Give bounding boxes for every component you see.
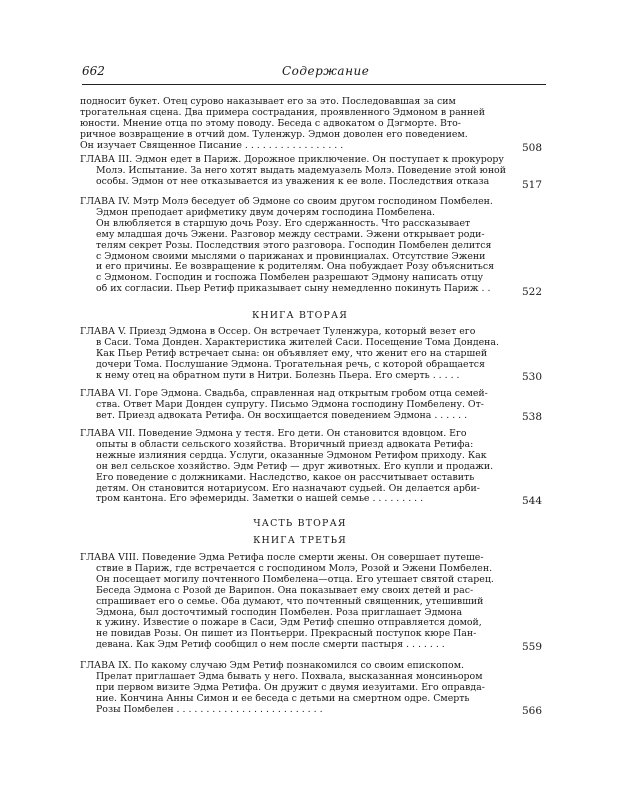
- toc-page-number: 559: [522, 641, 543, 653]
- toc-line: к нему отец на обратном пути в Нитри. Болезнь Пьера. Его смерть . . . . .: [96, 370, 460, 381]
- toc-line: Розы Помбелен . . . . . . . . . . . . . . . . . . . . . . . . .: [96, 704, 323, 715]
- toc-line: нежные излияния сердца. Услуги, оказанные Эдмоном Ретифом приходу. Как: [96, 450, 487, 461]
- toc-line: Беседа Эдмона с Розой де Варипон. Она показывает ему своих детей и рас-: [96, 585, 474, 596]
- toc-line: Он влюбляется в старшую дочь Розу. Его сдержанность. Что рассказывает: [96, 218, 471, 229]
- toc-line: Молэ. Испытание. За него хотят выдать мадемуазель Молэ. Поведение этой юной: [96, 165, 506, 176]
- toc-line: ГЛАВА IV. Мэтр Молэ беседует об Эдмоне со своим другом господином Помбелен.: [80, 197, 493, 207]
- toc-line: вет. Приезд адвоката Ретифа. Он восхищается поведением Эдмона . . . . . .: [96, 410, 468, 421]
- toc-line: ему младшая дочь Эжени. Разговор между сестрами. Эжени открывает роди-: [96, 229, 485, 240]
- toc-line: Как Пьер Ретиф встречает сына: он объявляет ему, что женит его на старшей: [96, 348, 488, 359]
- toc-page-number: 517: [522, 179, 543, 191]
- section-heading-book-two: КНИГА ВТОРАЯ: [251, 310, 349, 321]
- toc-page-number: 530: [522, 371, 543, 383]
- toc-entry-chapter-9: [80, 661, 520, 716]
- toc-page-number: 522: [522, 286, 543, 298]
- toc-line: с Эдмоном. Господин и госпожа Помбелен разрешают Эдмону написать отцу: [96, 273, 483, 284]
- toc-line: подносит букет. Отец сурово наказывает его за это. Последовавшая за сим: [80, 97, 456, 107]
- toc-line: дочери Тома. Послушание Эдмона. Трогательная речь, с которой обращается: [96, 359, 485, 370]
- toc-line: трогательная сцена. Два примера сострадания, проявленного Эдмоном в ранней: [80, 107, 485, 118]
- toc-line: Прелат приглашает Эдма бывать у него. Похвала, высказанная монсиньором: [96, 671, 483, 682]
- page-number: 662: [82, 64, 105, 78]
- toc-line: к ужину. Известие о пожаре в Саси, Эдм Ретиф спешно отправляется домой,: [96, 618, 482, 629]
- toc-line: Он посещает могилу почтенного Помбелена—отца. Его утешает святой старец.: [96, 574, 494, 585]
- toc-entry-chapter-5: [80, 327, 520, 382]
- toc-line: ГЛАВА VI. Горе Эдмона. Свадьба, справленная над открытым гробом отца семей-: [80, 389, 488, 399]
- toc-line: и его причины. Ее возвращение к родителям. Она побуждает Розу объясниться: [96, 262, 495, 273]
- toc-line: спрашивает его о семье. Оба думают, что почтенный священник, утешивший: [96, 596, 484, 607]
- toc-line: с Эдмоном своими мыслями о парижанах и провинциалах. Отсутствие Эжени: [96, 251, 486, 262]
- toc-line: об их согласии. Пьер Ретиф приказывает сыну немедленно покинуть Париж . .: [96, 284, 491, 295]
- toc-line: девана. Как Эдм Ретиф сообщил о нем после смерти пастыря . . . . . . .: [96, 640, 445, 651]
- section-heading-book-three: КНИГА ТРЕТЬЯ: [253, 535, 347, 546]
- toc-line: в Саси. Тома Донден. Характеристика жителей Саси. Посещение Тома Дондена.: [96, 337, 499, 348]
- toc-page-number: 544: [522, 495, 543, 507]
- running-header: [82, 64, 546, 82]
- toc-entry-chapter-4: [80, 197, 520, 295]
- toc-line: ствие в Париж, где встречается с господином Молэ, Розой и Эжени Помбелен.: [96, 563, 493, 574]
- toc-line: детям. Он становится нотариусом. Его назначают судьей. Он делается арби-: [96, 483, 480, 494]
- toc-line: тром кантона. Его эфемериды. Заметки о нашей семье . . . . . . . . .: [96, 494, 424, 505]
- toc-line: особы. Эдмон от нее отказывается из уважения к ее воле. Последствия отказа: [96, 176, 490, 187]
- toc-line: ства. Ответ Мари Донден супругу. Письмо Эдмона господину Помбелену. От-: [96, 399, 484, 410]
- page-title: Содержание: [282, 64, 370, 78]
- toc-line: Его поведение с должниками. Наследство, какое он рассчитывает оставить: [96, 472, 475, 483]
- toc-line: ГЛАВА V. Приезд Эдмона в Оссер. Он встречает Туленжура, который везет его: [80, 327, 476, 337]
- toc-line: не повидав Розы. Он пишет из Понтьерри. Прекрасный поступок кюре Пан-: [96, 629, 477, 640]
- toc-line: юности. Мнение отца по этому поводу. Беседа с адвокатом о Дэгморте. Вто-: [80, 118, 461, 129]
- header-rule: [82, 84, 546, 85]
- toc-line: ние. Кончина Анны Симон и ее беседа с детьми на смертном одре. Смерть: [96, 693, 470, 704]
- toc-line: телям секрет Розы. Последствия этого разговора. Господин Помбелен делится: [96, 240, 492, 251]
- toc-line: опыты в области сельского хозяйства. Вторичный приезд адвоката Ретифа:: [96, 439, 474, 450]
- toc-line: он вел сельское хозяйство. Эдм Ретиф — друг животных. Его купли и продажи.: [96, 461, 494, 472]
- section-heading-part-two: ЧАСТЬ ВТОРАЯ: [253, 518, 347, 529]
- toc-line: ГЛАВА VII. Поведение Эдмона у тестя. Его дети. Он становится вдовцом. Его: [80, 429, 467, 439]
- toc-line: Эдмона, был досточтимый господин Помбелен. Роза приглашает Эдмона: [96, 607, 463, 618]
- toc-line: Эдмон преподает арифметику двум дочерям господина Помбелена.: [96, 207, 436, 218]
- toc-line: Он изучает Священное Писание . . . . . . . . . . . . . . . . .: [80, 140, 344, 151]
- toc-entry-chapter-6: [80, 389, 520, 422]
- toc-page-number: 566: [522, 705, 543, 717]
- toc-line: ГЛАВА IX. По какому случаю Эдм Ретиф познакомился со своим епископом.: [80, 661, 464, 671]
- toc-entry-chapter-8: [80, 553, 520, 651]
- toc-line: ГЛАВА III. Эдмон едет в Париж. Дорожное приключение. Он поступает к прокурору: [80, 155, 504, 165]
- toc-entry-continuation: [80, 97, 520, 152]
- toc-entry-chapter-7: [80, 429, 520, 505]
- toc-line: ГЛАВА VIII. Поведение Эдма Ретифа после смерти жены. Он совершает путеше-: [80, 553, 484, 563]
- toc-line: ричное возвращение в отчий дом. Туленжур. Эдмон доволен его поведением.: [80, 129, 468, 140]
- toc-page-number: 508: [522, 142, 543, 154]
- toc-line: при первом визите Эдма Ретифа. Он дружит с двумя иезуитами. Его оправда-: [96, 682, 485, 693]
- toc-entry-chapter-3: [80, 155, 520, 188]
- toc-page-number: 538: [522, 411, 543, 423]
